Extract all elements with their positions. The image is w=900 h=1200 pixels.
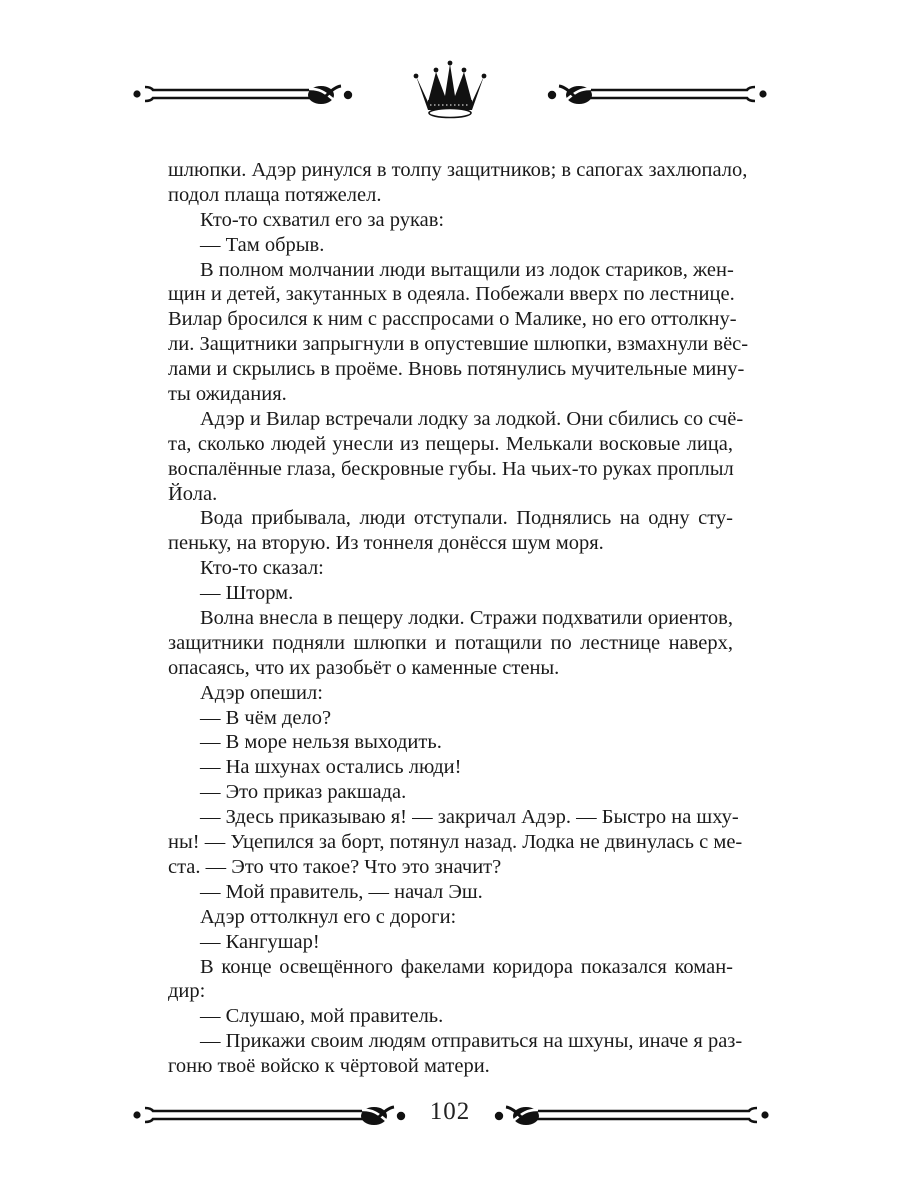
text-line: шлюпки. Адэр ринулся в толпу защитников; в сапогах захлюпало, <box>168 159 748 181</box>
page-number: 102 <box>429 1098 471 1125</box>
text-line: ста. — Это что такое? Что это значит? <box>168 855 502 878</box>
text-line: — На шхунах остались люди! <box>200 756 462 779</box>
text-line: — Шторм. <box>200 582 294 605</box>
text-line: лами и скрылись в проёме. Вновь потянулись мучительные мину- <box>168 358 745 381</box>
text-line: ны! — Уцепился за борт, потянул назад. Лодка не двинулась с ме- <box>168 831 743 854</box>
text-line: Адэр и Вилар встречали лодку за лодкой. Они сбились со счё- <box>200 407 744 430</box>
text-line: — В чём дело? <box>200 706 332 729</box>
paragraph <box>168 581 733 606</box>
text-line: защитники подняли шлюпки и потащили по лестнице наверх, <box>168 631 733 654</box>
text-line: ты ожидания. <box>168 383 287 406</box>
crown-icon <box>414 61 487 118</box>
left-flourish <box>133 86 352 104</box>
paragraph <box>168 1029 743 1079</box>
paragraph <box>168 730 733 755</box>
text-line: пеньку, на вторую. Из тоннеля донёсся шум моря. <box>168 532 604 555</box>
text-line: Адэр оттолкнул его с дороги: <box>200 905 457 928</box>
paragraph <box>168 606 733 681</box>
text-line: подол плаща потяжелел. <box>168 183 382 206</box>
text-line: опасаясь, что их разобьёт о каменные стены. <box>168 656 560 679</box>
text-line: Кто-то схватил его за рукав: <box>200 208 445 231</box>
body-text <box>168 158 749 1079</box>
text-line: Кто-то сказал: <box>200 557 324 580</box>
paragraph <box>168 1004 733 1029</box>
text-line: — Там обрыв. <box>200 233 325 256</box>
text-line: — Здесь приказываю я! — закричал Адэр. — Быстро на шху- <box>200 806 739 829</box>
text-line: — Это приказ ракшада. <box>200 781 407 804</box>
paragraph <box>168 158 748 208</box>
text-line: щин и детей, закутанных в одеяла. Побежали вверх по лестнице. <box>168 283 735 306</box>
paragraph <box>168 905 733 930</box>
header-ornament <box>0 45 900 125</box>
text-line: В полном молчании люди вытащили из лодок стариков, жен- <box>200 258 734 281</box>
paragraph <box>168 880 733 905</box>
paragraph <box>168 208 733 233</box>
right-flourish <box>495 1107 769 1125</box>
text-line: Йола. <box>168 482 218 505</box>
paragraph <box>168 556 733 581</box>
left-flourish <box>133 1107 405 1125</box>
paragraph <box>168 780 733 805</box>
text-line: — Кангушар! <box>200 930 320 953</box>
text-line: В конце освещённого факелами коридора показался коман- <box>200 955 733 978</box>
text-line: гоню твоё войско к чёртовой матери. <box>168 1055 490 1078</box>
right-flourish <box>548 86 767 104</box>
paragraph <box>168 755 733 780</box>
paragraph <box>168 681 733 706</box>
text-line: та, сколько людей унесли из пещеры. Мелькали восковые лица, <box>168 432 733 455</box>
paragraph <box>168 930 733 955</box>
text-line: Вилар бросился к ним с расспросами о Малике, но его оттолкну- <box>168 308 737 331</box>
text-line: — В море нельзя выходить. <box>200 731 442 754</box>
text-line: ли. Защитники запрыгнули в опустевшие шлюпки, взмахнули вёс- <box>168 333 749 356</box>
paragraph <box>168 506 733 556</box>
paragraph <box>168 407 744 507</box>
paragraph <box>168 706 733 731</box>
paragraph <box>168 805 743 880</box>
text-line: воспалённые глаза, бескровные губы. На чьих-то руках проплыл <box>168 457 734 480</box>
text-line: — Слушаю, мой правитель. <box>200 1005 444 1028</box>
text-line: Адэр опешил: <box>200 681 323 704</box>
paragraph <box>168 258 749 407</box>
text-line: Волна внесла в пещеру лодки. Стражи подхватили ориентов, <box>200 607 733 630</box>
text-line: Вода прибывала, люди отступали. Поднялись на одну сту- <box>200 507 733 530</box>
text-line: дир: <box>168 980 206 1003</box>
paragraph <box>168 955 733 1005</box>
text-line: — Мой правитель, — начал Эш. <box>200 880 483 903</box>
paragraph <box>168 233 733 258</box>
text-line: — Прикажи своим людям отправиться на шхуны, иначе я раз- <box>200 1030 743 1053</box>
